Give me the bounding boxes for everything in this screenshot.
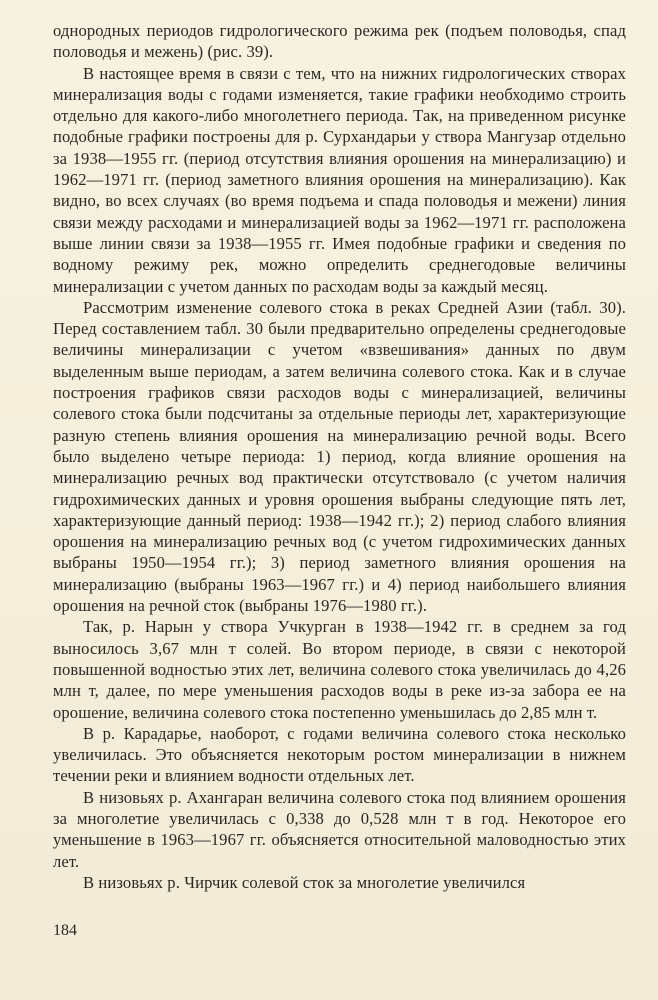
paragraph-karadarya: В р. Карадарье, наоборот, с годами величина солевого стока несколько увеличилась. Это объясняется некоторым ростом минерализации в нижнем течении реки и влиянием водности отдельных лет.: [53, 723, 626, 786]
body-text: [53, 20, 626, 893]
paragraph-mineralization-graphs: В настоящее время в связи с тем, что на нижних гидрологических створах минерализация воды с годами изменяется, такие графики необходимо строить отдельно для какого-либо многолетнего периода. Так, на приведенном рисунке подобные графики построены для р. Сурхандарьи у створа Мангузар отдельно за 1938—1955 гг. (период отсутствия влияния орошения на минерализацию) и 1962—1971 гг. (период заметного влияния орошения на минерализацию). Как видно, во всех случаях (во время подъема и спада половодья и межени) линия связи между расходами и минерализацией воды за 1962—1971 гг. расположена выше линии связи за 1938—1955 гг. Имея подобные графики и сведения по водному режиму рек, можно определить среднегодовые величины минерализации с учетом данных по расходам воды за каждый месяц.: [53, 63, 626, 296]
paragraph-chirchik: В низовьях р. Чирчик солевой сток за многолетие увеличился: [83, 872, 526, 892]
page-number: 184: [53, 922, 77, 939]
paragraph-salt-runoff-periods: Рассмотрим изменение солевого стока в реках Средней Азии (табл. 30). Перед составлением табл. 30 были предварительно определены среднегодовые величины минерализации с учетом «взвешивания» данных по двум выделенным выше периодам, а затем величина солевого стока. Как и в случае построения графиков связи расходов воды с минерализацией, величины солевого стока были подсчитаны за отдельные периоды лет, характеризующие разную степень влияния орошения на минерализацию речной воды. Всего было выделено четыре периода: 1) период, когда влияние орошения на минерализацию речных вод практически отсутствовало (с учетом наличия гидрохимических данных и уровня орошения выбраны следующие пять лет, характеризующие данный период: 1938—1942 гг.); 2) период слабого влияния орошения на минерализацию речных вод (с учетом гидрохимических данных выбраны 1950—1954 гг.); 3) период заметного влияния орошения на минерализацию (выбраны 1963—1967 гг.) и 4) период наибольшего влияния орошения на речной сток (выбраны 1976—1980 гг.).: [53, 297, 626, 616]
paragraph-naryn: Так, р. Нарын у створа Учкурган в 1938—1942 гг. в среднем за год выносилось 3,67 млн т солей. Во втором периоде, в связи с некоторой повышенной водностью этих лет, величина солевого стока увеличилась до 4,26 млн т, далее, по мере уменьшения расходов воды в реке из-за забора ее на орошение, величина солевого стока постепенно уменьшилась до 2,85 млн т.: [53, 617, 626, 722]
paragraph-continuation: однородных периодов гидрологического режима рек (подъем половодья, спад половодья и межень) (рис. 39).: [53, 21, 626, 62]
paragraph-akhangaran: В низовьях р. Ахангаран величина солевого стока под влиянием орошения за многолетие увеличилась с 0,338 до 0,528 млн т в год. Некоторое его уменьшение в 1963—1967 гг. объясняется относительной маловодностью этих лет.: [53, 787, 626, 871]
